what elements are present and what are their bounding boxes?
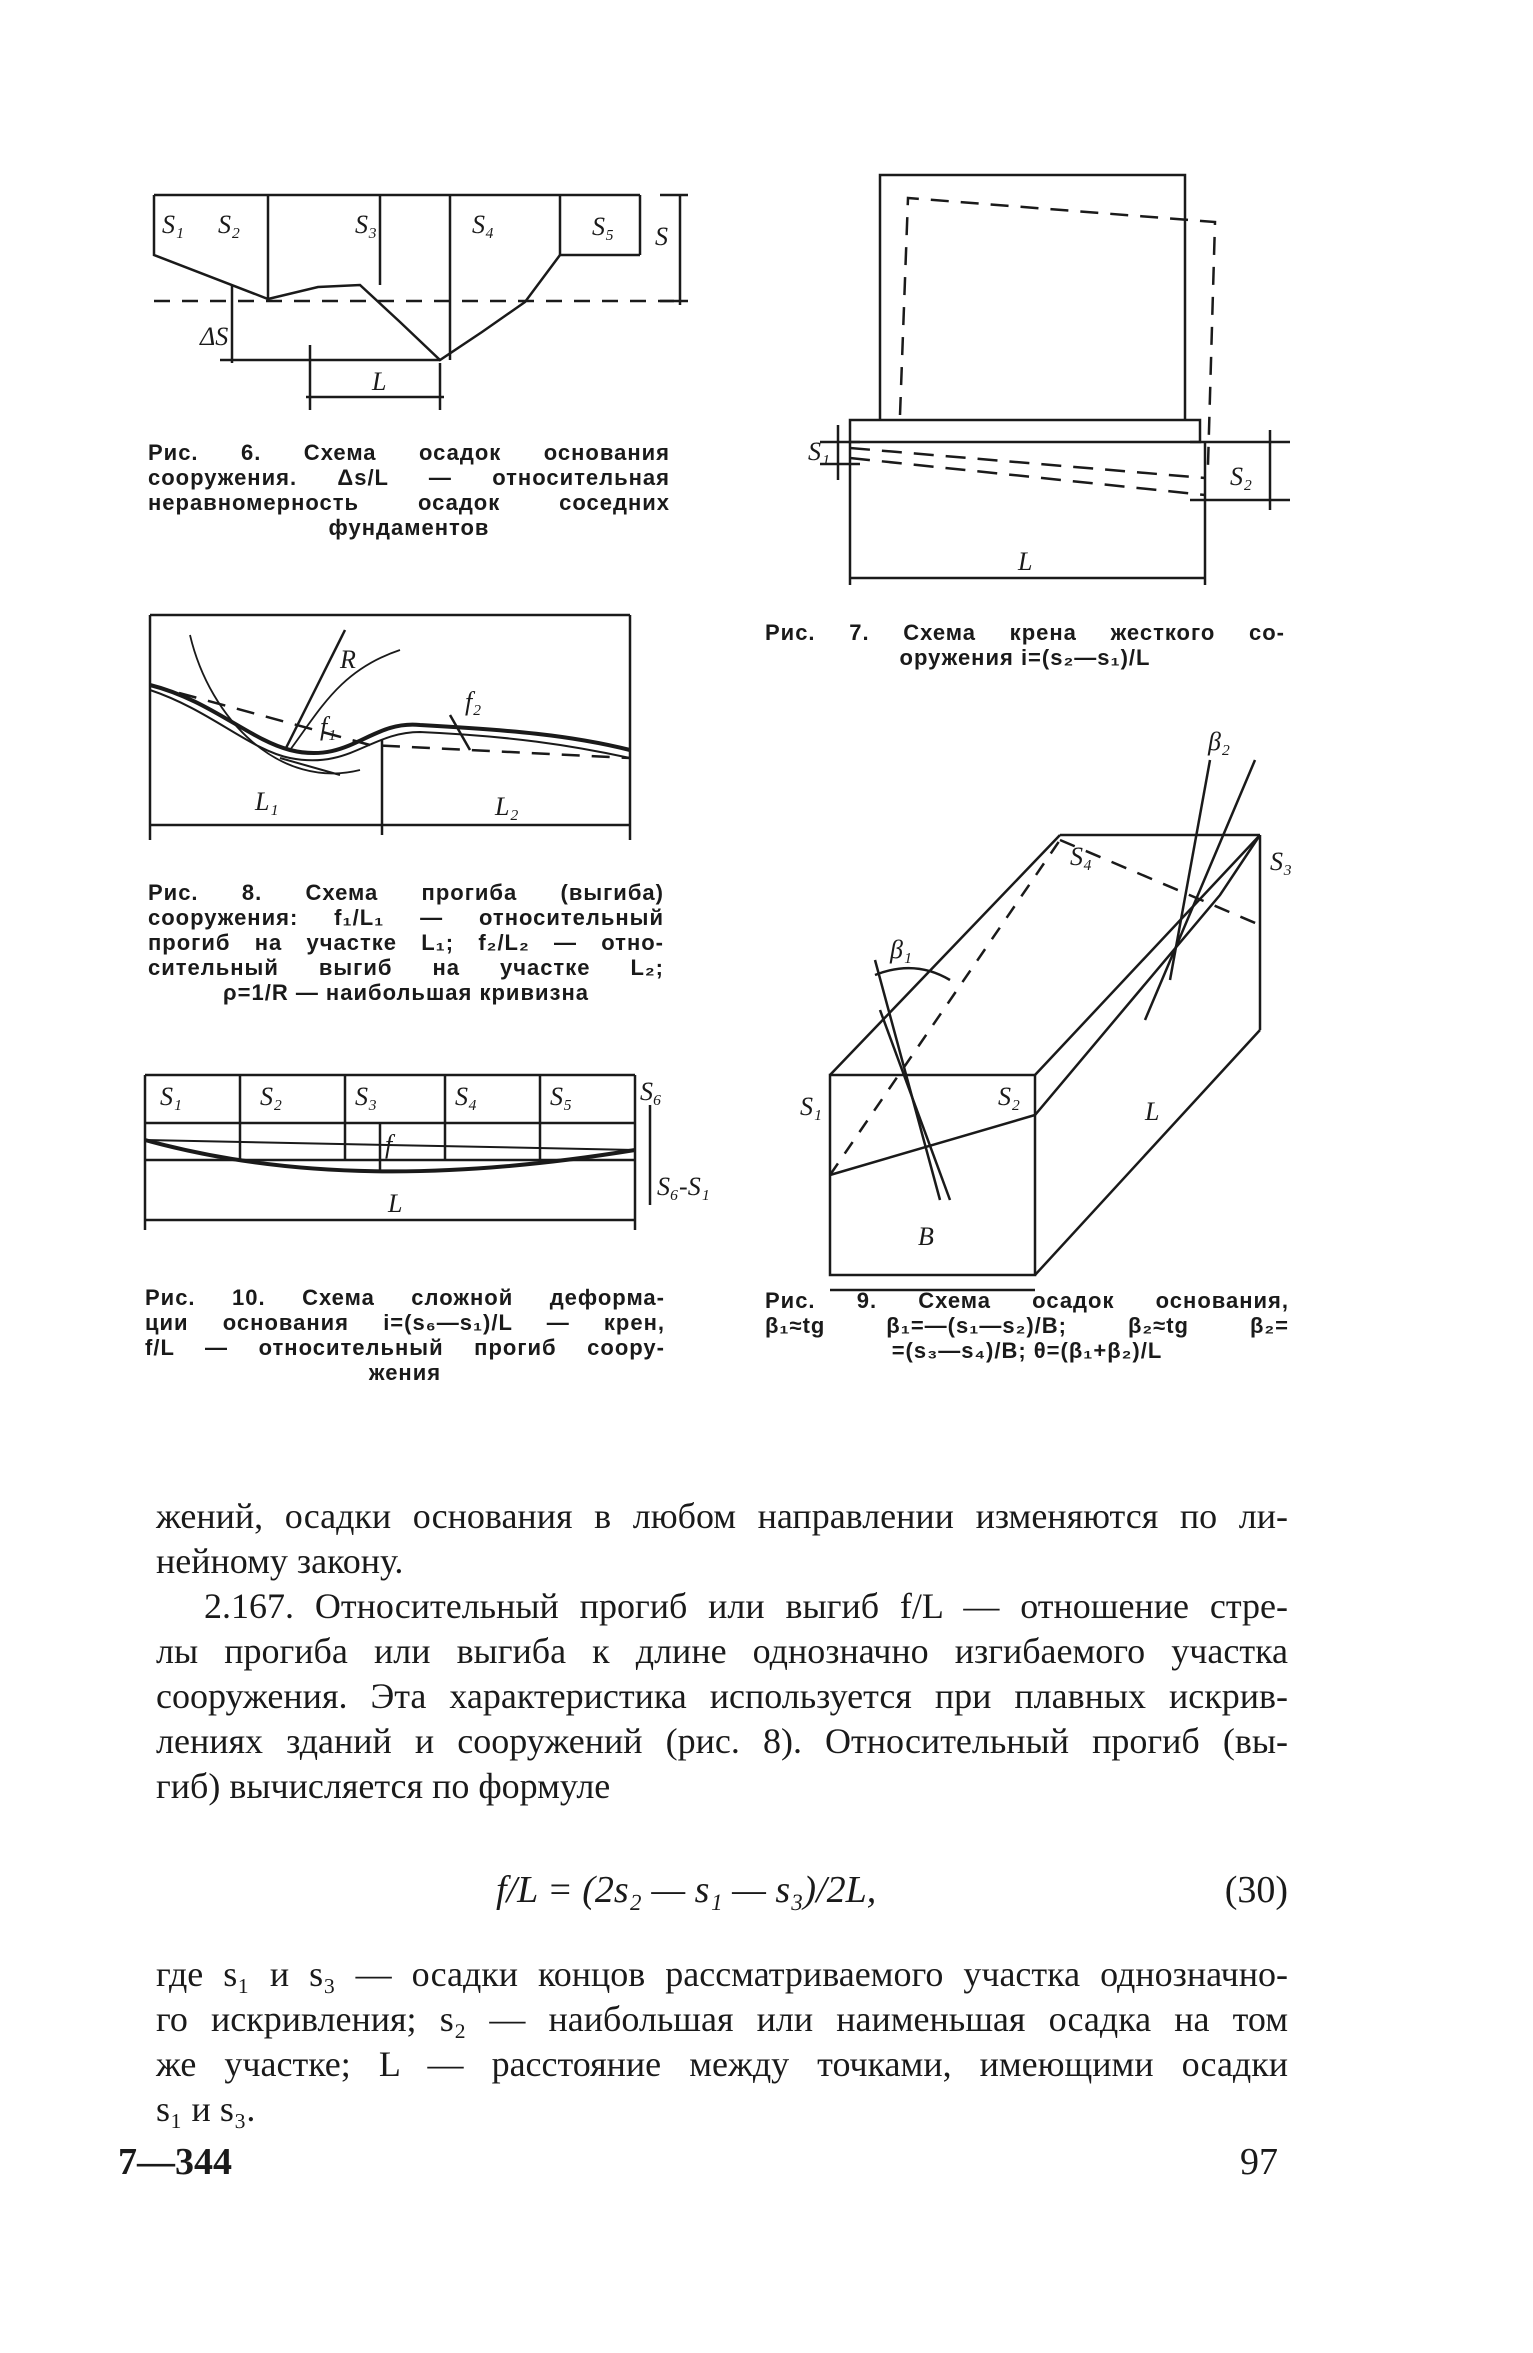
para2-line-2: лы прогиба или выгиба к длине однозначно изгибаемого участка bbox=[156, 1631, 1288, 1671]
fig6-caption-line-2: сооружения. Δs/L — относительная bbox=[148, 465, 670, 490]
fig9-caption-line-2: β₁≈tg β₁=—(s₁—s₂)/B; β₂≈tg β₂= bbox=[765, 1313, 1289, 1338]
fig8-label-r: R bbox=[340, 645, 356, 674]
fig9-label-l: L bbox=[1145, 1097, 1160, 1126]
para1-line-1: жений, осадки основания в любом направлении изменяются по ли- bbox=[156, 1496, 1288, 1536]
formula-number: (30) bbox=[1224, 1869, 1288, 1911]
fig10-label-l: L bbox=[388, 1189, 403, 1218]
fig9-label-s3: S₃ bbox=[1270, 847, 1293, 876]
figure-10-labels bbox=[130, 1065, 710, 1245]
fig10-caption-line-2: ции основания i=(s₆—s₁)/L — крен, bbox=[145, 1310, 665, 1335]
fig9-label-b: B bbox=[918, 1222, 934, 1251]
fig10-label-s6-s1: S₆-S₁ bbox=[657, 1172, 710, 1201]
para2-line-1: 2.167. Относительный прогиб или выгиб f/L — отношение стре- bbox=[204, 1586, 1288, 1626]
fig10-caption-line-4: жения bbox=[368, 1360, 442, 1385]
fig9-label-beta1: β₁ bbox=[890, 935, 912, 964]
fig6-caption-line-4: фундаментов bbox=[328, 515, 490, 540]
fig8-caption-line-5: ρ=1/R — наибольшая кривизна bbox=[223, 980, 589, 1005]
para3-line-3: же участке; L — расстояние между точками, имеющими осадки bbox=[156, 2044, 1288, 2084]
fig10-label-s5: S₅ bbox=[550, 1082, 573, 1111]
figure-8-caption bbox=[148, 880, 664, 1005]
fig6-label-s1: S₁ bbox=[162, 210, 185, 239]
fig10-caption-line-1: Рис. 10. Схема сложной деформа- bbox=[145, 1285, 665, 1310]
paragraph-3 bbox=[156, 1952, 1288, 2132]
paragraph-2 bbox=[156, 1584, 1288, 1809]
fig7-label-l: L bbox=[1018, 547, 1033, 576]
fig10-label-f: f bbox=[385, 1130, 393, 1159]
paragraph-1 bbox=[156, 1494, 1288, 1584]
figure-8-labels bbox=[130, 610, 660, 850]
para3-line-2: го искривления; s₂ — наибольшая или наименьшая осадка на том bbox=[156, 1999, 1288, 2039]
page-number: 97 bbox=[1240, 2141, 1278, 2183]
para2-line-3: сооружения. Эта характеристика используется при плавных искрив- bbox=[156, 1676, 1288, 1716]
fig6-caption-line-1: Рис. 6. Схема осадок основания bbox=[148, 440, 670, 465]
figure-7-labels bbox=[800, 160, 1310, 610]
figure-7-caption bbox=[765, 620, 1285, 670]
para3-line-4: s₁ и s₃. bbox=[156, 2089, 256, 2129]
fig9-caption-line-1: Рис. 9. Схема осадок основания, bbox=[765, 1288, 1289, 1313]
fig10-label-s2: S₂ bbox=[260, 1082, 283, 1111]
fig6-label-s: S bbox=[655, 222, 668, 251]
fig7-label-s1: S₁ bbox=[808, 437, 831, 466]
fig8-label-f2: f₂ bbox=[465, 687, 482, 716]
para2-line-5: гиб) вычисляется по формуле bbox=[156, 1766, 611, 1806]
fig8-label-l1: L₁ bbox=[255, 787, 279, 816]
fig6-label-s2: S₂ bbox=[218, 210, 241, 239]
formula-expression: f/L = (2s₂ — s₁ — s₃)/2L, bbox=[496, 1869, 877, 1911]
fig7-caption-line-2: оружения i=(s₂—s₁)/L bbox=[899, 645, 1151, 670]
fig7-caption-line-1: Рис. 7. Схема крена жесткого со- bbox=[765, 620, 1285, 645]
fig6-label-s4: S₄ bbox=[472, 210, 495, 239]
fig10-label-s4: S₄ bbox=[455, 1082, 478, 1111]
fig9-label-s2: S₂ bbox=[998, 1082, 1021, 1111]
fig8-caption-line-3: прогиб на участке L₁; f₂/L₂ — отно- bbox=[148, 930, 664, 955]
fig10-label-s6: S₆ bbox=[640, 1077, 663, 1106]
fig9-label-s4: S₄ bbox=[1070, 842, 1093, 871]
fig8-caption-line-2: сооружения: f₁/L₁ — относительный bbox=[148, 905, 664, 930]
para2-line-4: лениях зданий и сооружений (рис. 8). Относительный прогиб (вы- bbox=[156, 1721, 1288, 1761]
figure-6-labels bbox=[140, 185, 700, 425]
para1-line-2: нейному закону. bbox=[156, 1541, 404, 1581]
fig6-label-s5: S₅ bbox=[592, 212, 615, 241]
fig6-label-delta-s: ΔS bbox=[200, 322, 229, 351]
fig9-label-s1: S₁ bbox=[800, 1092, 823, 1121]
fig8-label-f1: f₁ bbox=[320, 712, 337, 741]
fig8-caption-line-1: Рис. 8. Схема прогиба (выгиба) bbox=[148, 880, 664, 905]
figure-10-caption bbox=[145, 1285, 665, 1385]
fig9-label-beta2: β₂ bbox=[1208, 727, 1230, 756]
para3-line-1: где s₁ и s₃ — осадки концов рассматриваемого участка однозначно- bbox=[156, 1954, 1288, 1994]
fig6-label-s3: S₃ bbox=[355, 210, 378, 239]
figure-6-caption bbox=[148, 440, 670, 540]
printer-signature: 7—344 bbox=[118, 2141, 232, 2183]
fig6-label-l: L bbox=[372, 367, 387, 396]
figure-9-labels bbox=[800, 720, 1320, 1300]
fig10-label-s1: S₁ bbox=[160, 1082, 183, 1111]
fig7-label-s2: S₂ bbox=[1230, 462, 1253, 491]
fig10-label-s3: S₃ bbox=[355, 1082, 378, 1111]
formula-30 bbox=[156, 1868, 1288, 1918]
fig6-caption-line-3: неравномерность осадок соседних bbox=[148, 490, 670, 515]
fig8-label-l2: L₂ bbox=[495, 792, 519, 821]
fig8-caption-line-4: сительный выгиб на участке L₂; bbox=[148, 955, 664, 980]
figure-9-caption bbox=[765, 1288, 1289, 1363]
fig10-caption-line-3: f/L — относительный прогиб соору- bbox=[145, 1335, 665, 1360]
fig9-caption-line-3: =(s₃—s₄)/B; θ=(β₁+β₂)/L bbox=[891, 1338, 1163, 1363]
